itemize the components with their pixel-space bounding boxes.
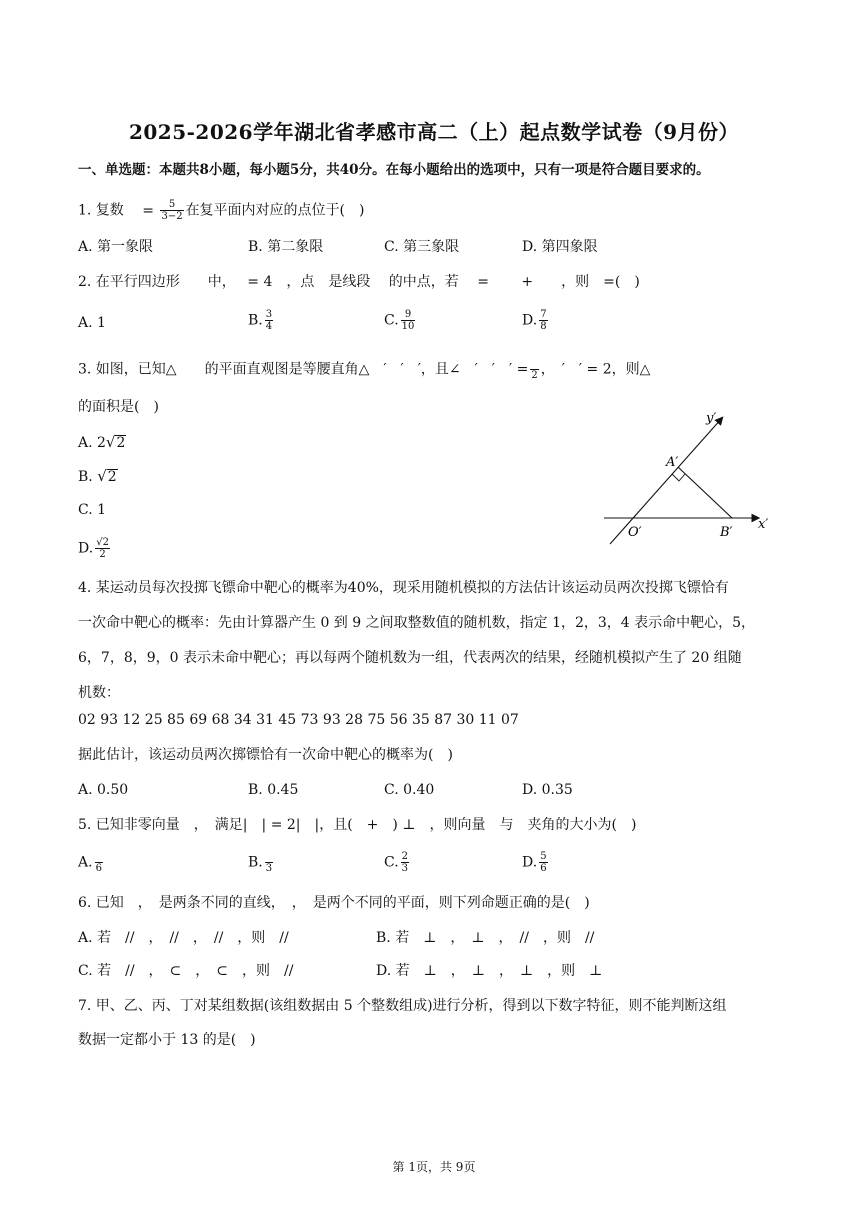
question-4-line-5: 据此估计，该运动员两次掷镖恰有一次命中靶心的概率为( ): [78, 747, 453, 763]
page-footer: 第 1页，共 9页: [392, 1160, 476, 1174]
question-7-line-2: 数据一定都小于 13 的是( ): [78, 1032, 256, 1048]
q4-option-c: C. 0.40: [384, 782, 435, 798]
q5-option-d-numerator: 5: [540, 851, 547, 862]
q2-option-d-numerator: 7: [540, 309, 547, 320]
q5-option-b-denominator: 3: [265, 863, 273, 874]
q6-option-c: C. 若 // ， ⊂ ， ⊂ ，则 //: [78, 963, 294, 979]
q2-option-d-label: D.: [522, 312, 538, 329]
page-title: 2025-2026学年湖北省孝感市高二（上）起点数学试卷（9月份）: [128, 120, 740, 144]
q1-fraction-denominator: 3−2: [161, 211, 183, 222]
q2-option-c-denominator: 10: [401, 321, 415, 332]
q3-option-d: [78, 537, 112, 560]
q3-option-b-label: B.: [78, 469, 98, 485]
question-1: [78, 199, 365, 222]
question-4-line-3: 6，7，8，9，0 表示未命中靶心；再以每两个随机数为一组，代表两次的结果，经随机模拟产生了 20 组随: [78, 650, 742, 666]
q3-figure: [596, 404, 786, 554]
y-axis: [610, 418, 722, 544]
q3-option-c: C. 1: [78, 502, 107, 518]
q5-option-a-denominator: 6: [95, 863, 102, 874]
q2-option-c: [384, 309, 417, 332]
q3-option-a-radicand: 2: [116, 435, 126, 451]
q2-option-d-denominator: 8: [540, 321, 547, 332]
y-axis-label: y′: [706, 411, 717, 426]
q2-option-a: A. 1: [78, 315, 106, 331]
q3-angle-fraction: [530, 358, 538, 381]
q6-option-d: D. 若 ⊥ ， ⊥ ， ⊥ ，则 ⊥: [376, 963, 603, 979]
question-4-line-2: 一次命中靶心的概率：先由计算器产生 0 到 9 之间取整数值的随机数，指定 1，2，3，4 表示命中靶心，5，: [78, 615, 756, 631]
q1-option-d: D. 第四象限: [522, 239, 598, 255]
q5-option-a-numerator: [95, 851, 103, 863]
q3-text-1: 3. 如图，已知△ 的平面直观图是等腰直角△ ′ ′ ′，且∠ ′ ′ ′ =: [78, 361, 529, 378]
q2-option-b-denominator: 4: [265, 321, 273, 332]
q6-option-a: A. 若 // ， // ， // ，则 //: [78, 930, 289, 946]
point-b-label: B′: [720, 525, 733, 540]
q6-option-b: B. 若 ⊥ ， ⊥ ， // ，则 //: [376, 930, 595, 946]
q5-option-b-label: B.: [248, 854, 263, 871]
right-angle-mark: [672, 474, 685, 481]
point-o-label: O′: [628, 525, 642, 540]
q5-option-c-fraction: [401, 851, 409, 874]
segment-a-b: [678, 467, 732, 518]
question-2: 2. 在平行四边形 中， = 4 ，点 是线段 的中点，若 = + ，则 =( ): [78, 274, 640, 290]
q2-option-c-numerator: 9: [401, 309, 416, 321]
point-a-label: A′: [666, 455, 679, 470]
q3-option-b-radicand: 2: [107, 469, 117, 485]
q1-fraction: [160, 199, 183, 222]
q2-option-c-fraction: [401, 309, 416, 332]
q5-option-d: [522, 851, 550, 874]
question-6: 6. 已知 ， 是两条不同的直线， ， 是两个不同的平面，则下列命题正确的是( ): [78, 895, 590, 911]
q3-option-d-numerator: [95, 537, 110, 549]
question-4-line-4: 机数：: [78, 685, 120, 701]
q2-option-b-label: B.: [248, 312, 263, 329]
q1-equals: =: [142, 202, 154, 219]
q5-option-c: [384, 851, 411, 874]
q3-option-d-denominator: 2: [99, 549, 106, 560]
q3-text-1b: ， ′ ′ = 2，则△: [540, 361, 651, 378]
q2-option-b-numerator: 3: [265, 309, 273, 320]
q4-option-b: B. 0.45: [248, 782, 299, 798]
q3-option-a-label: A. 2: [78, 435, 106, 451]
question-5: 5. 已知非零向量 ， 满足| | = 2| |，且( + ) ⊥ ，则向量 与 夹角的大小为( ): [78, 817, 637, 833]
q3-option-d-radicand: 2: [102, 537, 109, 548]
q2-option-d-fraction: [539, 309, 547, 332]
q2-option-b-fraction: [265, 309, 273, 332]
question-3-line-2: 的面积是( ): [78, 399, 159, 415]
q1-fraction-numerator: 5: [160, 199, 183, 211]
q5-option-d-denominator: 6: [540, 863, 547, 874]
q3-option-a: [78, 432, 126, 453]
q1-option-a: A. 第一象限: [78, 239, 154, 255]
q5-option-b-fraction: [265, 851, 273, 874]
question-4-line-1: 4. 某运动员每次投掷飞镖命中靶心的概率为40%，现采用随机模拟的方法估计该运动员两次投掷飞镖恰有: [78, 580, 729, 596]
q4-option-d: D. 0.35: [522, 782, 573, 798]
q5-option-a-label: A.: [78, 854, 93, 871]
q4-option-a: A. 0.50: [78, 782, 129, 798]
q5-option-c-label: C.: [384, 854, 399, 871]
q5-option-c-denominator: 3: [401, 863, 409, 874]
question-7-line-1: 7. 甲、乙、丙、丁对某组数据(该组数据由 5 个整数组成)进行分析，得到以下数字特征，则不能判断这组: [78, 998, 727, 1014]
q5-option-d-label: D.: [522, 854, 538, 871]
q3-option-d-label: D.: [78, 540, 94, 557]
q5-option-a: [78, 851, 105, 874]
q3-option-d-fraction: [95, 537, 110, 560]
q5-option-a-fraction: [95, 851, 103, 874]
q2-option-b: [248, 309, 275, 332]
q1-option-b: B. 第二象限: [248, 239, 324, 255]
q3-option-b: [78, 466, 118, 487]
radical-sign: √: [97, 467, 107, 485]
question-4-random-numbers: 02 93 12 25 85 69 68 34 31 45 73 93 28 75 56 35 87 30 11 07: [78, 712, 519, 728]
q1-suffix: 在复平面内对应的点位于( ): [185, 202, 365, 219]
q2-option-d: [522, 309, 550, 332]
q5-option-d-fraction: [539, 851, 547, 874]
q1-prefix: 1. 复数: [78, 202, 124, 219]
q5-option-c-numerator: 2: [401, 851, 409, 862]
q3-angle-denominator: 2: [531, 370, 538, 381]
q5-option-b: [248, 851, 275, 874]
q5-option-b-numerator: [265, 851, 273, 863]
question-3-line-1: [78, 358, 650, 381]
q1-option-c: C. 第三象限: [384, 239, 460, 255]
q3-angle-numerator: [530, 358, 538, 370]
radical-sign: √: [105, 433, 116, 451]
x-axis-label: x′: [758, 517, 769, 532]
radical-sign: √: [96, 537, 103, 548]
q2-option-c-label: C.: [384, 312, 399, 329]
section-heading: 一、单选题：本题共8小题，每小题5分，共40分。在每小题给出的选项中，只有一项是符合题目要求的。: [78, 162, 710, 178]
